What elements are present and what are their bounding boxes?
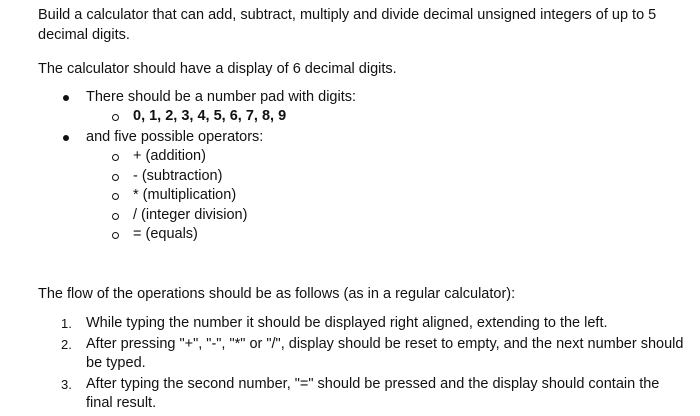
step-text: While typing the number it should be displayed right aligned, extending to the left. <box>86 315 608 331</box>
operators-sublist <box>86 147 688 245</box>
sub-item-text: / (integer division) <box>133 206 248 223</box>
document-body <box>38 6 688 415</box>
sub-item-text: - (subtraction) <box>133 167 223 184</box>
circle-bullet-icon <box>112 154 119 161</box>
step-item <box>38 314 688 334</box>
step-item <box>38 335 688 374</box>
step-number: 3. <box>61 376 72 392</box>
circle-bullet-icon <box>112 174 119 181</box>
circle-bullet-icon <box>112 213 119 220</box>
bullet-text: There should be a number pad with digits: <box>86 88 357 105</box>
flow-steps-list <box>38 314 688 414</box>
bullet-text: and five possible operators: <box>86 128 264 145</box>
circle-bullet-icon <box>112 232 119 239</box>
step-item <box>38 375 688 414</box>
sub-item-addition <box>38 147 688 167</box>
sub-item-subtraction <box>38 167 688 187</box>
step-text: After typing the second number, "=" should be pressed and the display should contain the final result. <box>86 375 660 411</box>
circle-bullet-icon <box>112 193 119 200</box>
bullet-icon <box>63 135 69 141</box>
digits-sublist <box>86 107 688 127</box>
sub-item-division <box>38 206 688 226</box>
sub-item-text: * (multiplication) <box>133 187 237 203</box>
sub-item-text: 0, 1, 2, 3, 4, 5, 6, 7, 8, 9 <box>133 108 287 124</box>
sub-item-multiplication <box>38 186 688 206</box>
sub-item-digits <box>38 107 688 127</box>
intro-paragraph: Build a calculator that can add, subtract, multiply and divide decimal unsigned integers of up to 5 decimal digits. <box>38 7 657 43</box>
sub-item-text: + (addition) <box>133 148 206 164</box>
sub-item-text: = (equals) <box>133 226 198 242</box>
bullet-item-operators <box>38 128 688 245</box>
step-number: 2. <box>61 336 72 352</box>
bullet-icon <box>63 95 69 101</box>
step-number: 1. <box>61 316 72 331</box>
display-requirement-paragraph: The calculator should have a display of 6 decimal digits. <box>38 61 397 77</box>
sub-item-equals <box>38 225 688 245</box>
step-text: After pressing "+", "-", "*" or "/", display should be reset to empty, and the next number should be typed. <box>86 335 684 371</box>
requirements-list <box>38 88 688 245</box>
bullet-item-number-pad <box>38 88 688 127</box>
circle-bullet-icon <box>112 114 119 121</box>
flow-intro-paragraph: The flow of the operations should be as follows (as in a regular calculator): <box>38 285 516 302</box>
